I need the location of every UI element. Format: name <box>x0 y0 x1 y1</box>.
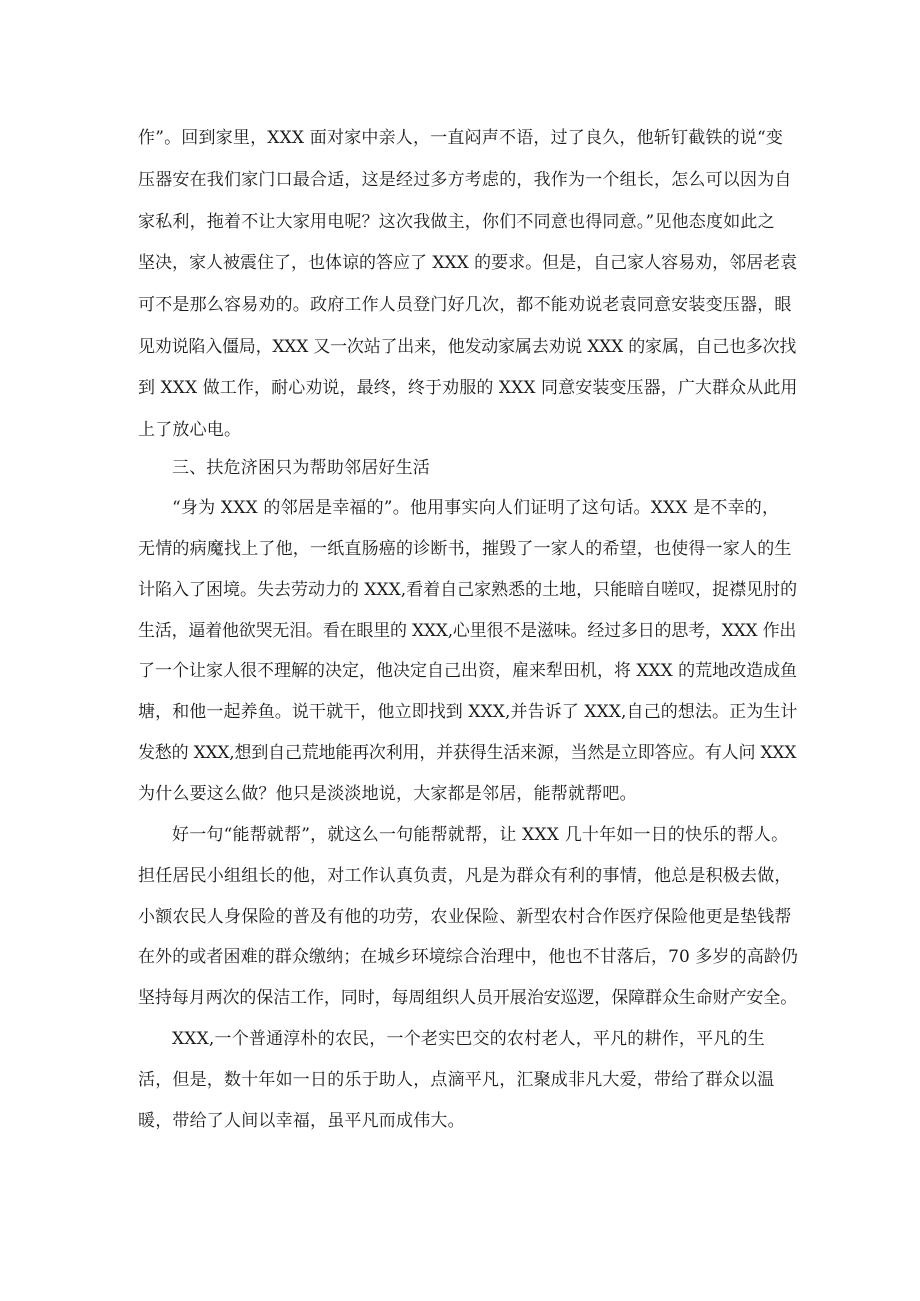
paragraph-line: 了一个让家人很不理解的决定，他决定自己出资，雇来犁田机，将 XXX 的荒地改造成鱼 <box>138 661 798 681</box>
paragraph-line: 计陷入了困境。失去劳动力的 XXX,看着自己家熟悉的土地，只能暗自嗟叹，捉襟见肘的 <box>138 580 798 600</box>
paragraph-line: 暖，带给了人间以幸福，虽平凡而成伟大。 <box>138 1111 465 1131</box>
paragraph-line: 可不是那么容易劝的。政府工作人员登门好几次，都不能劝说老袁同意安装变压器，眼 <box>138 295 792 315</box>
paragraph-line: 家私利，拖着不让大家用电呢？这次我做主，你们不同意也得同意。”见他态度如此之 <box>138 212 775 232</box>
paragraph-line: 为什么要这么做？他只是淡淡地说，大家都是邻居，能帮就帮吧。 <box>138 784 637 804</box>
paragraph-line: 到 XXX 做工作，耐心劝说，最终，终于劝服的 XXX 同意安装变压器，广大群众从此用 <box>138 378 798 398</box>
paragraph-line: 小额农民人身保险的普及有他的功劳，农业保险、新型农村合作医疗保险他更是垫钱帮 <box>138 907 792 927</box>
paragraph-line: XXX,一个普通淳朴的农民，一个老实巴交的农村老人，平凡的耕作，平凡的生 <box>172 1029 765 1049</box>
paragraph-line: 发愁的 XXX,想到自己荒地能再次利用，并获得生活来源，当然是立即答应。有人问 XXX <box>138 743 797 763</box>
paragraph-line: 作”。回到家里，XXX 面对家中亲人，一直闷声不语，过了良久，他斩钉截铁的说“变 <box>138 128 784 148</box>
paragraph-line: 活，但是，数十年如一日的乐于助人，点滴平凡，汇聚成非凡大爱，带给了群众以温 <box>138 1070 775 1090</box>
paragraph-line: 上了放心电。 <box>138 420 242 440</box>
paragraph-line: 坚持每月两次的保洁工作，同时，每周组织人员开展治安巡逻，保障群众生命财产安全。 <box>138 988 798 1008</box>
paragraph-line: 见劝说陷入僵局，XXX 又一次站了出来，他发动家属去劝说 XXX 的家属，自己也多次找 <box>138 337 797 357</box>
paragraph-line: 压器安在我们家门口最合适，这是经过多方考虑的，我作为一个组长，怎么可以因为自 <box>138 170 792 190</box>
section-heading: 三、扶危济困只为帮助邻居好生活 <box>172 458 430 478</box>
paragraph-line: 在外的或者困难的群众缴纳；在城乡环境综合治理中，他也不甘落后，70 多岁的高龄仍 <box>138 947 799 967</box>
paragraph-line: 塘，和他一起养鱼。说干就干，他立即找到 XXX,并告诉了 XXX,自己的想法。正为生计 <box>138 702 798 722</box>
paragraph-line: 无情的病魔找上了他，一纸直肠癌的诊断书，摧毁了一家人的希望，也使得一家人的生 <box>138 539 792 559</box>
paragraph-line: 担任居民小组组长的他，对工作认真负责，凡是为群众有利的事情，他总是积极去做， <box>138 866 792 886</box>
paragraph-line: 坚决，家人被震住了，也体谅的答应了 XXX 的要求。但是，自己家人容易劝，邻居老袁 <box>138 253 798 273</box>
paragraph-line: 好一句“能帮就帮”，就这么一句能帮就帮，让 XXX 几十年如一日的快乐的帮人。 <box>172 825 789 845</box>
paragraph-line: “身为 XXX 的邻居是幸福的”。他用事实向人们证明了这句话。XXX 是不幸的， <box>172 498 780 518</box>
paragraph-line: 生活，逼着他欲哭无泪。看在眼里的 XXX,心里很不是滋味。经过多日的思考，XXX 作出 <box>138 621 797 641</box>
